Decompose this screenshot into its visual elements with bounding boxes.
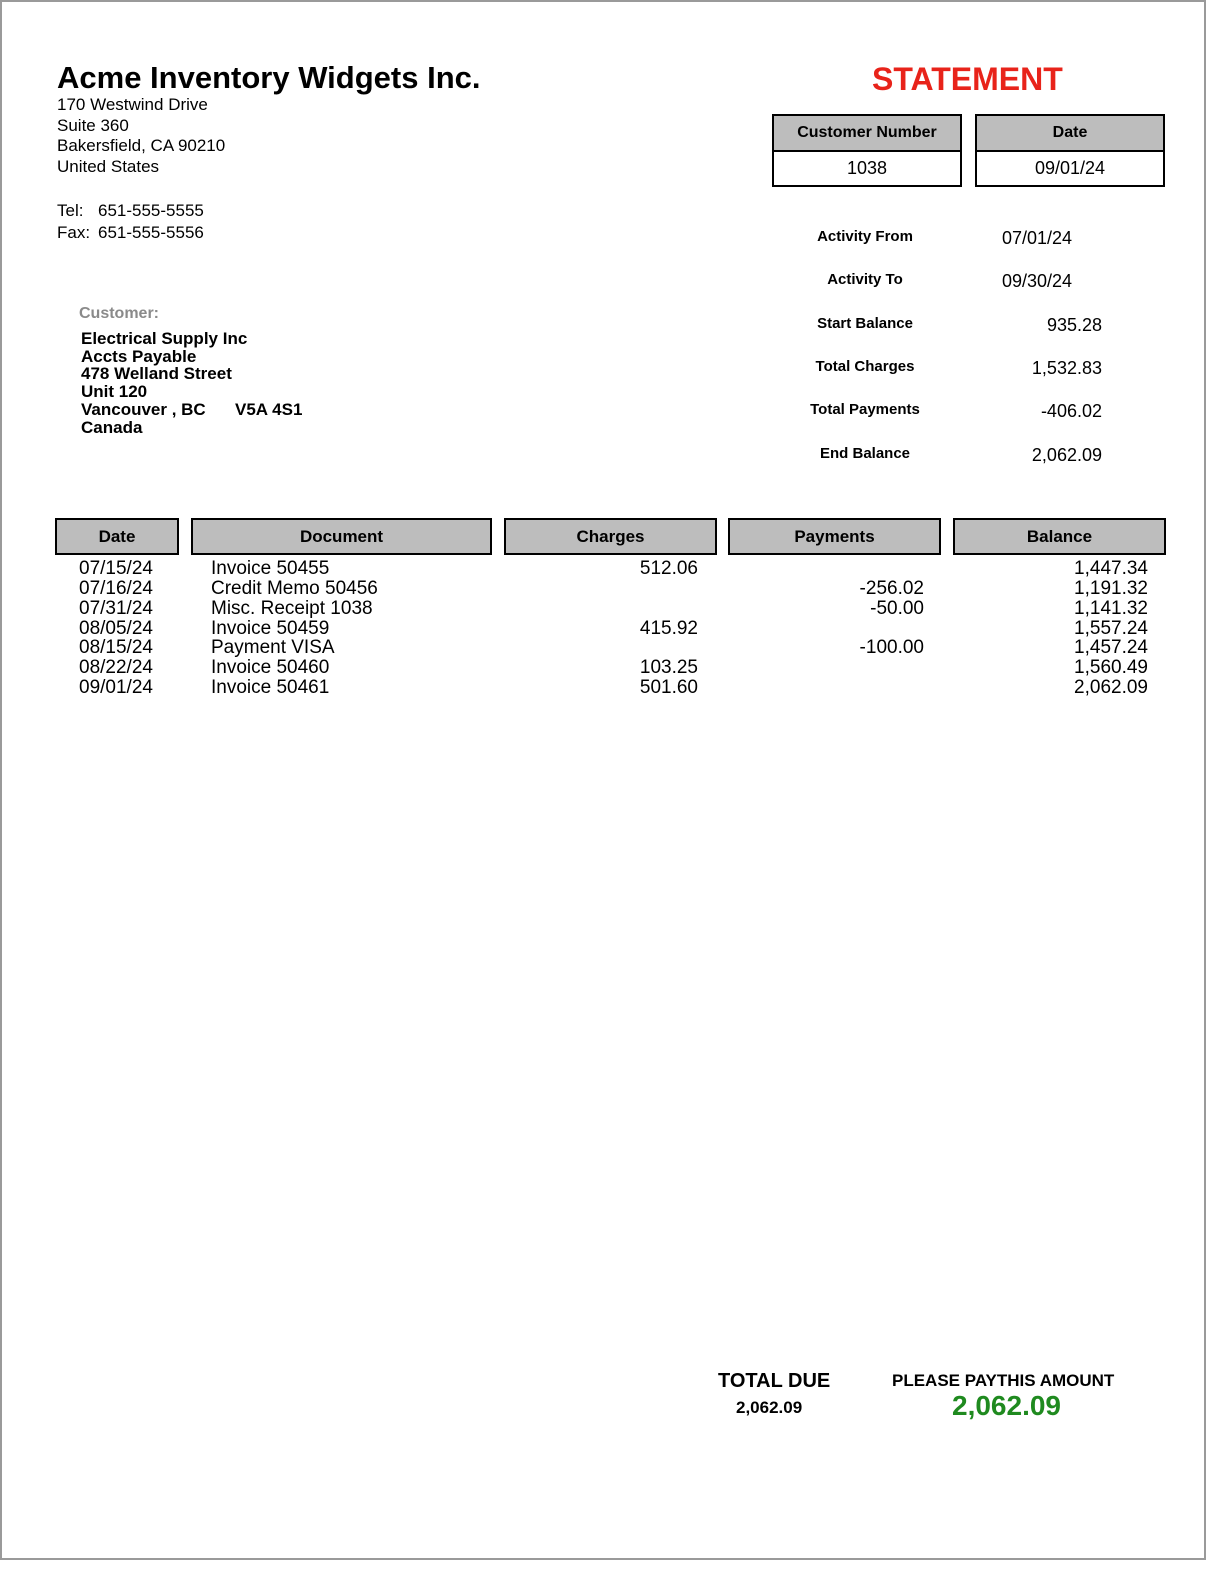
customer-number-header: Customer Number	[772, 114, 962, 152]
start-balance-label: Start Balance	[817, 315, 913, 332]
customer-unit: Unit 120	[81, 382, 148, 401]
row-charges: 103.25	[639, 657, 698, 678]
row-document: Invoice 50461	[211, 677, 330, 698]
row-date: 08/05/24	[79, 618, 153, 639]
activity-to-value: 09/30/24	[1002, 271, 1073, 291]
table-row	[2, 559, 1208, 579]
row-document: Credit Memo 50456	[211, 578, 378, 599]
tel-number: 651-555-5555	[98, 201, 204, 220]
total-charges-value: 1,532.83	[1031, 358, 1102, 378]
please-pay-label: PLEASE PAYTHIS AMOUNT	[892, 1371, 1115, 1390]
company-name: Acme Inventory Widgets Inc.	[57, 60, 481, 95]
customer-country: Canada	[81, 418, 143, 437]
start-balance-value: 935.28	[1046, 315, 1102, 335]
row-date: 08/15/24	[79, 637, 153, 658]
row-date: 07/15/24	[79, 558, 153, 579]
customer-number-value: 1038	[772, 150, 962, 187]
activity-from-label: Activity From	[817, 228, 913, 245]
total-charges-label: Total Charges	[815, 358, 915, 375]
activity-from-value: 07/01/24	[1002, 228, 1073, 248]
customer-attention: Accts Payable	[81, 347, 197, 366]
row-balance: 2,062.09	[1074, 677, 1148, 698]
company-address-line-1: 170 Westwind Drive	[57, 95, 208, 114]
table-row	[2, 658, 1208, 678]
row-balance: 1,141.32	[1074, 598, 1148, 619]
date-value: 09/01/24	[975, 150, 1165, 187]
table-row	[2, 678, 1208, 698]
row-balance: 1,457.24	[1074, 637, 1148, 658]
table-row	[2, 638, 1208, 658]
row-balance: 1,447.34	[1074, 558, 1148, 579]
activity-to-label: Activity To	[827, 271, 903, 288]
row-date: 08/22/24	[79, 657, 153, 678]
total-payments-label: Total Payments	[810, 401, 920, 418]
total-due-value: 2,062.09	[736, 1398, 803, 1417]
table-row	[2, 619, 1208, 639]
customer-label: Customer:	[79, 305, 160, 322]
row-date: 07/31/24	[79, 598, 153, 619]
customer-postal-code: V5A 4S1	[235, 400, 303, 419]
row-document: Invoice 50455	[211, 558, 330, 579]
company-address-line-3: Bakersfield, CA 90210	[57, 136, 226, 155]
date-header: Date	[975, 114, 1165, 152]
row-payments: -100.00	[859, 637, 924, 658]
column-header-charges: Charges	[504, 518, 717, 555]
company-address-line-2: Suite 360	[57, 116, 129, 135]
row-charges: 512.06	[639, 558, 698, 579]
table-row	[2, 599, 1208, 619]
tel-label: Tel:	[57, 201, 84, 220]
column-header-balance: Balance	[953, 518, 1166, 555]
row-document: Invoice 50460	[211, 657, 330, 678]
row-balance: 1,191.32	[1074, 578, 1148, 599]
total-payments-value: -406.02	[1040, 401, 1102, 421]
row-balance: 1,560.49	[1074, 657, 1148, 678]
row-document: Misc. Receipt 1038	[211, 598, 373, 619]
row-document: Payment VISA	[211, 637, 335, 658]
row-charges: 501.60	[639, 677, 698, 698]
company-address-line-4: United States	[57, 157, 160, 176]
row-balance: 1,557.24	[1074, 618, 1148, 639]
customer-street: 478 Welland Street	[81, 364, 232, 383]
row-charges: 415.92	[639, 618, 698, 639]
fax-label: Fax:	[57, 223, 91, 242]
column-header-document: Document	[191, 518, 492, 555]
statement-title: STATEMENT	[872, 61, 1063, 97]
row-payments: -50.00	[870, 598, 924, 619]
table-row	[2, 579, 1208, 599]
column-header-date: Date	[55, 518, 179, 555]
row-date: 09/01/24	[79, 677, 153, 698]
end-balance-value: 2,062.09	[1031, 445, 1102, 465]
please-pay-amount: 2,062.09	[952, 1390, 1061, 1421]
column-header-payments: Payments	[728, 518, 941, 555]
row-date: 07/16/24	[79, 578, 153, 599]
customer-name: Electrical Supply Inc	[81, 329, 248, 348]
row-payments: -256.02	[859, 578, 924, 599]
total-due-label: TOTAL DUE	[718, 1370, 831, 1392]
fax-number: 651-555-5556	[98, 223, 204, 242]
customer-city-province: Vancouver , BC	[81, 400, 206, 419]
row-document: Invoice 50459	[211, 618, 330, 639]
end-balance-label: End Balance	[819, 445, 911, 462]
